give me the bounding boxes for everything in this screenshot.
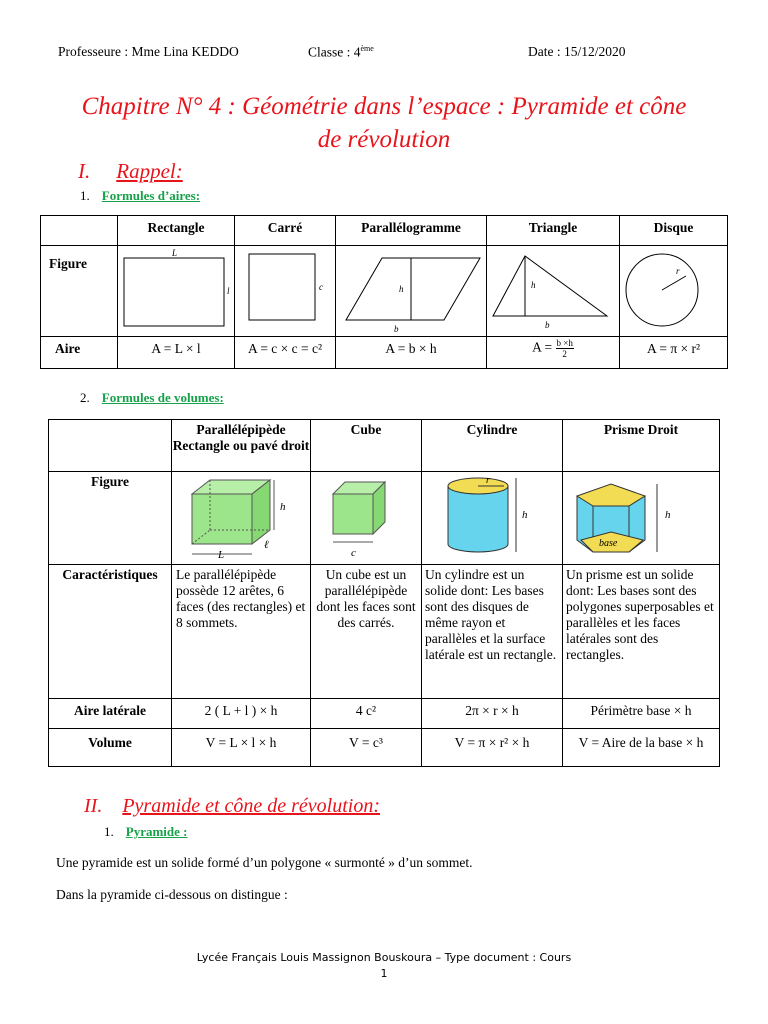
svg-text:b: b (394, 324, 399, 332)
svg-text:h: h (522, 509, 528, 521)
volumes-table (48, 419, 720, 767)
svg-text:ℓ: ℓ (264, 539, 269, 551)
aire-lat-prism: Périmètre base × h (563, 699, 720, 729)
square-figure (235, 246, 336, 337)
svg-text:l: l (227, 286, 230, 296)
date-label: Date : 15/12/2020 (528, 44, 626, 59)
col-header: Prisme Droit (563, 420, 720, 472)
row-label-aire: Aire (41, 337, 118, 369)
svg-text:h: h (399, 284, 404, 294)
col-header: Parallélépipède Rectangle ou pavé droit (172, 420, 311, 472)
col-header: Rectangle (118, 216, 235, 246)
svg-text:r: r (676, 266, 680, 276)
col-header: Parallélogramme (336, 216, 487, 246)
areas-table (40, 215, 728, 369)
carac-cylinder: Un cylindre est un solide dont: Les bases sont des disques de même rayon et parallèles et la surface latérale est un rectangle. (422, 565, 563, 699)
teacher-name: Professeure : Mme Lina KEDDO (58, 44, 239, 59)
carac-prism: Un prisme est un solide dont: Les bases sont des polygones superposables et parallèles et les faces latérales sont des rectangles. (563, 565, 720, 699)
rectangle-figure (118, 246, 235, 337)
aire-lat-pave: 2 ( L + l ) × h (172, 699, 311, 729)
col-header: Carré (235, 216, 336, 246)
formula-square: A = c × c = c² (235, 337, 336, 369)
svg-text:L: L (218, 549, 225, 560)
formula-disk: A = π × r² (620, 337, 728, 369)
formula-triangle: A = $\frac{b \times h}{2}$ (487, 337, 620, 369)
carac-cube: Un cube est un parallélépipède dont les faces sont des carrés. (311, 565, 422, 699)
parallelogram-figure (336, 246, 487, 337)
row-label-figure: Figure (41, 246, 118, 337)
section-heading-1: I. Rappel: (78, 159, 183, 183)
subsection-heading-areas: 1. Formules d’aires: (80, 188, 201, 203)
formula-parallelogram: A = b × h (336, 337, 487, 369)
triangle-figure (487, 246, 620, 337)
class-label: Classe : 4ème (308, 44, 374, 60)
col-header: Cube (311, 420, 422, 472)
volume-cube: V = c³ (311, 729, 422, 767)
row-label-figure: Figure (49, 472, 172, 565)
svg-text:h: h (665, 509, 671, 521)
carac-pave: Le parallélépipède possède 12 arêtes, 6 faces (des rectangles) et 8 sommets. (172, 565, 311, 699)
svg-text:h: h (280, 501, 286, 513)
svg-text:r: r (486, 475, 490, 486)
cube-figure (311, 472, 422, 565)
aire-lat-cylinder: 2π × r × h (422, 699, 563, 729)
col-header: Cylindre (422, 420, 563, 472)
svg-text:L: L (172, 248, 178, 258)
volume-prism: V = Aire de la base × h (563, 729, 720, 767)
chapter-title: Chapitre N° 4 : Géométrie dans l’espace : Pyramide et cône de révolution (81, 93, 687, 153)
row-label-volume: Volume (49, 729, 172, 767)
formula-rectangle: A = L × l (118, 337, 235, 369)
subsection-heading-volumes: 2. Formules de volumes: (80, 390, 224, 405)
row-label-aire-laterale: Aire latérale (49, 699, 172, 729)
row-label-carac: Caractéristiques (49, 565, 172, 699)
aire-lat-cube: 4 c² (311, 699, 422, 729)
svg-text:h: h (531, 280, 536, 290)
page-footer: Lycée Français Louis Massignon Bouskoura – Type document : Cours 1 (196, 951, 572, 980)
svg-text:base: base (599, 538, 618, 549)
subsection-heading-pyramide: 1. Pyramide : (104, 824, 188, 839)
paragraph-intro: Dans la pyramide ci-dessous on distingue : (56, 887, 288, 902)
svg-text:c: c (319, 282, 323, 292)
cylinder-figure (422, 472, 563, 565)
volume-pave: V = L × l × h (172, 729, 311, 767)
prism-figure (563, 472, 720, 565)
svg-text:c: c (351, 547, 356, 559)
col-header: Disque (620, 216, 728, 246)
svg-text:b: b (545, 320, 550, 330)
disk-figure (620, 246, 728, 337)
volume-cylinder: V = π × r² × h (422, 729, 563, 767)
pave-figure (172, 472, 311, 565)
paragraph-definition: Une pyramide est un solide formé d’un polygone « surmonté » d’un sommet. (56, 855, 473, 870)
section-heading-2: II. Pyramide et cône de révolution: (84, 795, 381, 817)
col-header: Triangle (487, 216, 620, 246)
